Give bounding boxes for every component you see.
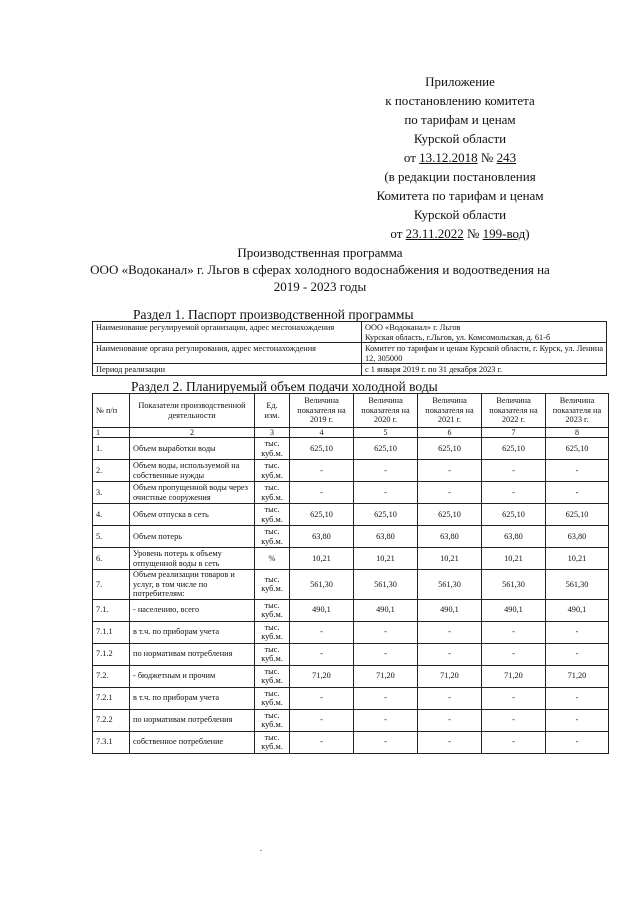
- row-value-2019: 490,1: [290, 599, 354, 621]
- passport-value: с 1 января 2019 г. по 31 декабря 2023 г.: [362, 364, 607, 376]
- amendment-date: 23.11.2022: [405, 226, 464, 241]
- table-row: [93, 526, 609, 548]
- row-value-2019: -: [290, 482, 354, 504]
- row-unit: тыс. куб.м.: [255, 460, 290, 482]
- row-value-2021: -: [418, 643, 482, 665]
- row-indicator: собственное потребление: [130, 731, 255, 753]
- row-value-2023: -: [546, 460, 609, 482]
- row-value-2019: -: [290, 460, 354, 482]
- row-value-2022: -: [482, 460, 546, 482]
- row-unit: тыс. куб.м.: [255, 570, 290, 600]
- table-row: [93, 621, 609, 643]
- row-indicator: в т.ч. по приборам учета: [130, 687, 255, 709]
- passport-label: Наименование органа регулирования, адрес местонахождения: [93, 343, 362, 364]
- row-value-2023: 71,20: [546, 665, 609, 687]
- row-value-2023: 625,10: [546, 438, 609, 460]
- row-value-2020: -: [354, 731, 418, 753]
- row-indicator: - населению, всего: [130, 599, 255, 621]
- appendix-line: Комитета по тарифам и ценам: [376, 188, 544, 203]
- row-value-2020: 10,21: [354, 548, 418, 570]
- row-indicator: Объем воды, используемой на собственные нужды: [130, 460, 255, 482]
- row-value-2020: -: [354, 621, 418, 643]
- row-value-2023: -: [546, 643, 609, 665]
- row-value-2022: 561,30: [482, 570, 546, 600]
- date-prefix: от: [390, 226, 406, 241]
- row-value-2020: 71,20: [354, 665, 418, 687]
- resolution-date: 13.12.2018: [419, 150, 478, 165]
- appendix-line: Курской области: [413, 131, 507, 146]
- index-cell: 7: [482, 428, 546, 438]
- table-row: [93, 709, 609, 731]
- row-unit: тыс. куб.м.: [255, 504, 290, 526]
- row-value-2023: -: [546, 482, 609, 504]
- table-row: [93, 343, 607, 364]
- header-2020: Величина показателя на 2020 г.: [354, 394, 418, 428]
- row-num: 7.1.1: [93, 621, 130, 643]
- section2-heading: Раздел 2. Планируемый объем подачи холодной воды: [131, 379, 438, 394]
- row-unit: тыс. куб.м.: [255, 621, 290, 643]
- index-cell: 6: [418, 428, 482, 438]
- header-2023: Величина показателя на 2023 г.: [546, 394, 609, 428]
- row-value-2022: -: [482, 687, 546, 709]
- passport-value: Комитет по тарифам и ценам Курской области, г. Курск, ул. Ленина 12, 305000: [362, 343, 607, 364]
- row-num: 7.2.1: [93, 687, 130, 709]
- row-num: 6.: [93, 548, 130, 570]
- row-num: 7.1.2: [93, 643, 130, 665]
- row-indicator: в т.ч. по приборам учета: [130, 621, 255, 643]
- index-cell: 4: [290, 428, 354, 438]
- row-value-2020: 625,10: [354, 504, 418, 526]
- num-suffix: ): [525, 226, 530, 241]
- row-value-2020: -: [354, 482, 418, 504]
- num-prefix: №: [463, 226, 483, 241]
- row-value-2021: -: [418, 482, 482, 504]
- appendix-line: к постановлению комитета: [385, 93, 535, 108]
- row-indicator: Объем реализации товаров и услуг, в том числе по потребителям:: [130, 570, 255, 600]
- row-value-2023: -: [546, 687, 609, 709]
- index-cell: 8: [546, 428, 609, 438]
- row-indicator: по нормативам потребления: [130, 709, 255, 731]
- table-row: [93, 548, 609, 570]
- table-row: [93, 322, 607, 343]
- row-unit: %: [255, 548, 290, 570]
- row-num: 7.2.2: [93, 709, 130, 731]
- row-value-2019: 10,21: [290, 548, 354, 570]
- appendix-line: Курской области: [413, 207, 507, 222]
- row-value-2021: 561,30: [418, 570, 482, 600]
- row-value-2020: 63,80: [354, 526, 418, 548]
- row-value-2019: 63,80: [290, 526, 354, 548]
- table-row: [93, 731, 609, 753]
- row-indicator: Объем выработки воды: [130, 438, 255, 460]
- row-indicator: по нормативам потребления: [130, 643, 255, 665]
- header-indicator: Показатели производственной деятельности: [130, 394, 255, 428]
- index-cell: 3: [255, 428, 290, 438]
- header-row: [93, 394, 609, 428]
- amendment-number: 199-вод: [482, 226, 526, 241]
- scan-speck: [260, 850, 262, 851]
- water-supply-table: [92, 393, 609, 754]
- row-value-2020: 490,1: [354, 599, 418, 621]
- row-num: 7.1.: [93, 599, 130, 621]
- row-value-2022: 625,10: [482, 438, 546, 460]
- row-value-2021: 71,20: [418, 665, 482, 687]
- row-unit: тыс. куб.м.: [255, 731, 290, 753]
- passport-value: ООО «Водоканал» г. Льгов Курская область, г.Льгов, ул. Комсомольская, д. 61-б: [362, 322, 607, 343]
- row-value-2023: 561,30: [546, 570, 609, 600]
- row-value-2021: 625,10: [418, 438, 482, 460]
- row-unit: тыс. куб.м.: [255, 665, 290, 687]
- row-value-2022: -: [482, 482, 546, 504]
- row-value-2020: -: [354, 709, 418, 731]
- row-value-2023: 63,80: [546, 526, 609, 548]
- table-row: [93, 504, 609, 526]
- row-value-2022: 10,21: [482, 548, 546, 570]
- row-value-2022: -: [482, 709, 546, 731]
- row-num: 2.: [93, 460, 130, 482]
- row-value-2019: -: [290, 643, 354, 665]
- row-value-2023: 490,1: [546, 599, 609, 621]
- document-title: [60, 244, 580, 295]
- row-unit: тыс. куб.м.: [255, 599, 290, 621]
- appendix-block: [330, 72, 590, 243]
- table-row: [93, 570, 609, 600]
- title-line: 2019 - 2023 годы: [273, 279, 367, 294]
- row-value-2022: -: [482, 643, 546, 665]
- row-value-2021: -: [418, 687, 482, 709]
- row-value-2022: 63,80: [482, 526, 546, 548]
- row-num: 1.: [93, 438, 130, 460]
- row-value-2019: 561,30: [290, 570, 354, 600]
- table-row: [93, 364, 607, 376]
- row-unit: тыс. куб.м.: [255, 438, 290, 460]
- row-unit: тыс. куб.м.: [255, 687, 290, 709]
- table-row: [93, 687, 609, 709]
- passport-table: [92, 321, 607, 376]
- passport-label: Период реализации: [93, 364, 362, 376]
- row-value-2019: -: [290, 687, 354, 709]
- row-value-2023: 625,10: [546, 504, 609, 526]
- row-value-2023: -: [546, 709, 609, 731]
- title-line: ООО «Водоканал» г. Льгов в сферах холодного водоснабжения и водоотведения на: [90, 262, 550, 277]
- row-num: 7.: [93, 570, 130, 600]
- header-2019: Величина показателя на 2019 г.: [290, 394, 354, 428]
- header-num: № п/п: [93, 394, 130, 428]
- num-prefix: №: [477, 150, 497, 165]
- header-2022: Величина показателя на 2022 г.: [482, 394, 546, 428]
- table-row: [93, 599, 609, 621]
- row-value-2023: -: [546, 621, 609, 643]
- row-value-2022: 71,20: [482, 665, 546, 687]
- row-value-2021: 10,21: [418, 548, 482, 570]
- date-prefix: от: [403, 150, 420, 165]
- section1-heading: Раздел 1. Паспорт производственной программы: [133, 307, 414, 322]
- row-value-2021: -: [418, 731, 482, 753]
- appendix-resolution-line: [330, 224, 590, 243]
- row-indicator: - бюджетным и прочим: [130, 665, 255, 687]
- row-num: 7.3.1: [93, 731, 130, 753]
- table-row: [93, 438, 609, 460]
- row-value-2022: 490,1: [482, 599, 546, 621]
- table-row: [93, 665, 609, 687]
- row-indicator: Уровень потерь к объему отпущенной воды в сеть: [130, 548, 255, 570]
- row-unit: тыс. куб.м.: [255, 643, 290, 665]
- row-num: 3.: [93, 482, 130, 504]
- row-value-2020: 561,30: [354, 570, 418, 600]
- header-unit: Ед. изм.: [255, 394, 290, 428]
- table-row: [93, 643, 609, 665]
- index-cell: 5: [354, 428, 418, 438]
- row-indicator: Объем потерь: [130, 526, 255, 548]
- index-cell: 1: [93, 428, 130, 438]
- row-value-2019: 625,10: [290, 504, 354, 526]
- index-row: [93, 428, 609, 438]
- row-value-2022: 625,10: [482, 504, 546, 526]
- table-body: [93, 438, 609, 754]
- row-value-2020: 625,10: [354, 438, 418, 460]
- row-unit: тыс. куб.м.: [255, 709, 290, 731]
- passport-label: Наименование регулируемой организации, адрес местонахождения: [93, 322, 362, 343]
- appendix-line: по тарифам и ценам: [404, 112, 516, 127]
- table-row: [93, 460, 609, 482]
- row-value-2021: 625,10: [418, 504, 482, 526]
- appendix-line: (в редакции постановления: [384, 169, 536, 184]
- row-indicator: Объем пропущенной воды через очистные сооружения: [130, 482, 255, 504]
- row-value-2019: 71,20: [290, 665, 354, 687]
- index-cell: 2: [130, 428, 255, 438]
- appendix-resolution-line: [330, 148, 590, 167]
- row-value-2019: 625,10: [290, 438, 354, 460]
- row-value-2019: -: [290, 621, 354, 643]
- row-value-2022: -: [482, 621, 546, 643]
- row-value-2023: -: [546, 731, 609, 753]
- header-2021: Величина показателя на 2021 г.: [418, 394, 482, 428]
- row-value-2020: -: [354, 460, 418, 482]
- row-num: 5.: [93, 526, 130, 548]
- row-value-2019: -: [290, 709, 354, 731]
- row-indicator: Объем отпуска в сеть: [130, 504, 255, 526]
- title-line: Производственная программа: [237, 245, 403, 260]
- row-value-2021: -: [418, 709, 482, 731]
- row-value-2020: -: [354, 687, 418, 709]
- row-value-2021: 63,80: [418, 526, 482, 548]
- row-unit: тыс. куб.м.: [255, 526, 290, 548]
- resolution-number: 243: [496, 150, 517, 165]
- row-value-2020: -: [354, 643, 418, 665]
- row-value-2023: 10,21: [546, 548, 609, 570]
- row-value-2021: 490,1: [418, 599, 482, 621]
- row-value-2021: -: [418, 460, 482, 482]
- row-num: 7.2.: [93, 665, 130, 687]
- row-num: 4.: [93, 504, 130, 526]
- row-value-2019: -: [290, 731, 354, 753]
- appendix-line: Приложение: [425, 74, 495, 89]
- table-row: [93, 482, 609, 504]
- row-value-2021: -: [418, 621, 482, 643]
- row-value-2022: -: [482, 731, 546, 753]
- row-unit: тыс. куб.м.: [255, 482, 290, 504]
